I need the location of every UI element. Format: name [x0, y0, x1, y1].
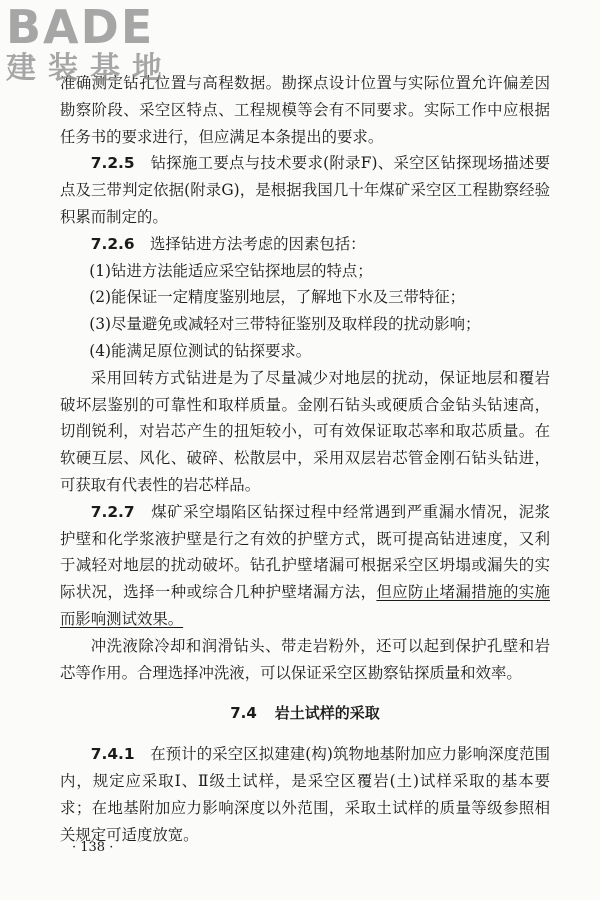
bade-watermark-logo — [6, 2, 176, 94]
clause-7-2-6 — [60, 231, 550, 258]
paragraph-text: 准确测定钻孔位置与高程数据。勘探点设计位置与实际位置允许偏差因勘察阶段、采空区特点、工程规模等会有不同要求。实际工作中应根据任务书的要求进行，但应满足本条提出的要求。 — [60, 74, 550, 146]
watermark-cjk: 建装基地 — [6, 51, 174, 86]
list-item: (1)钻进方法能适应采空钻探地层的特点； — [89, 261, 373, 280]
paragraph-rotary-drilling: 采用回转方式钻进是为了尽量减少对地层的扰动，保证地层和覆岩破坏层鉴别的可靠性和取样质量。金刚石钻头或硬质合金钻头钻速高，切削锐利，对岩芯产生的扭矩较小，可有效保证取芯率和取芯质量。在软硬互层、风化、破碎、松散层中，采用双层岩芯管金刚石钻头钻进，可获取有代表性的岩芯样品。 — [60, 368, 550, 494]
section-number: 7.4 — [230, 704, 257, 723]
list-item: (4)能满足原位测试的钻探要求。 — [89, 341, 312, 360]
section-title: 岩土试样的采取 — [274, 704, 380, 723]
clause-7-2-7 — [60, 499, 550, 633]
page-number: · 138 · — [72, 840, 114, 855]
clause-text: 煤矿采空塌陷区钻探过程中经常遇到严重漏水情况，泥浆护壁和化学浆液护壁是行之有效的护壁方式，既可提高钻进速度，又利于减轻对地层的扰动破坏。钻孔护壁堵漏可根据采空区坍塌或漏失的实际状况，选择一种或综合几种护壁堵漏方法， — [60, 502, 550, 602]
clause-number: 7.4.1 — [90, 745, 135, 764]
underlined-text: 但应防止堵漏措施的实施而影响测试效果。 — [60, 583, 550, 628]
list-item: (2)能保证一定精度鉴别地层，了解地下水及三带特征； — [89, 288, 466, 307]
paragraph-flushing-fluid: 冲洗液除冷却和润滑钻头、带走岩粉外，还可以起到保护孔壁和岩芯等作用。合理选择冲洗液，可以保证采空区勘察钻探质量和效率。 — [60, 636, 550, 682]
document-page — [60, 70, 550, 848]
clause-number: 7.2.5 — [90, 154, 135, 173]
clause-text: 在预计的采空区拟建建(构)筑物地基附加应力影响深度范围内，规定应采取Ⅰ、Ⅱ级土试样，是采空区覆岩(土)试样采取的基本要求；在地基附加应力影响深度以外范围，采取土试样的质量等级参照相关规定可适度放宽。 — [60, 745, 550, 844]
watermark-latin: BADE — [6, 0, 155, 54]
section-heading — [60, 700, 550, 727]
clause-7-4-1 — [60, 741, 550, 848]
list-item: (3)尽量避免或减轻对三带特征鉴别及取样段的扰动影响； — [89, 315, 481, 334]
clause-text: 选择钻进方法考虑的因素包括： — [150, 234, 366, 253]
clause-number: 7.2.6 — [90, 234, 135, 253]
clause-text: 钻探施工要点与技术要求(附录F)、采空区钻探现场描述要点及三带判定依据(附录G)，是根据我国几十年煤矿采空区工程勘察经验积累而制定的。 — [60, 154, 550, 226]
clause-7-2-5 — [60, 150, 550, 230]
clause-number: 7.2.7 — [90, 502, 135, 521]
